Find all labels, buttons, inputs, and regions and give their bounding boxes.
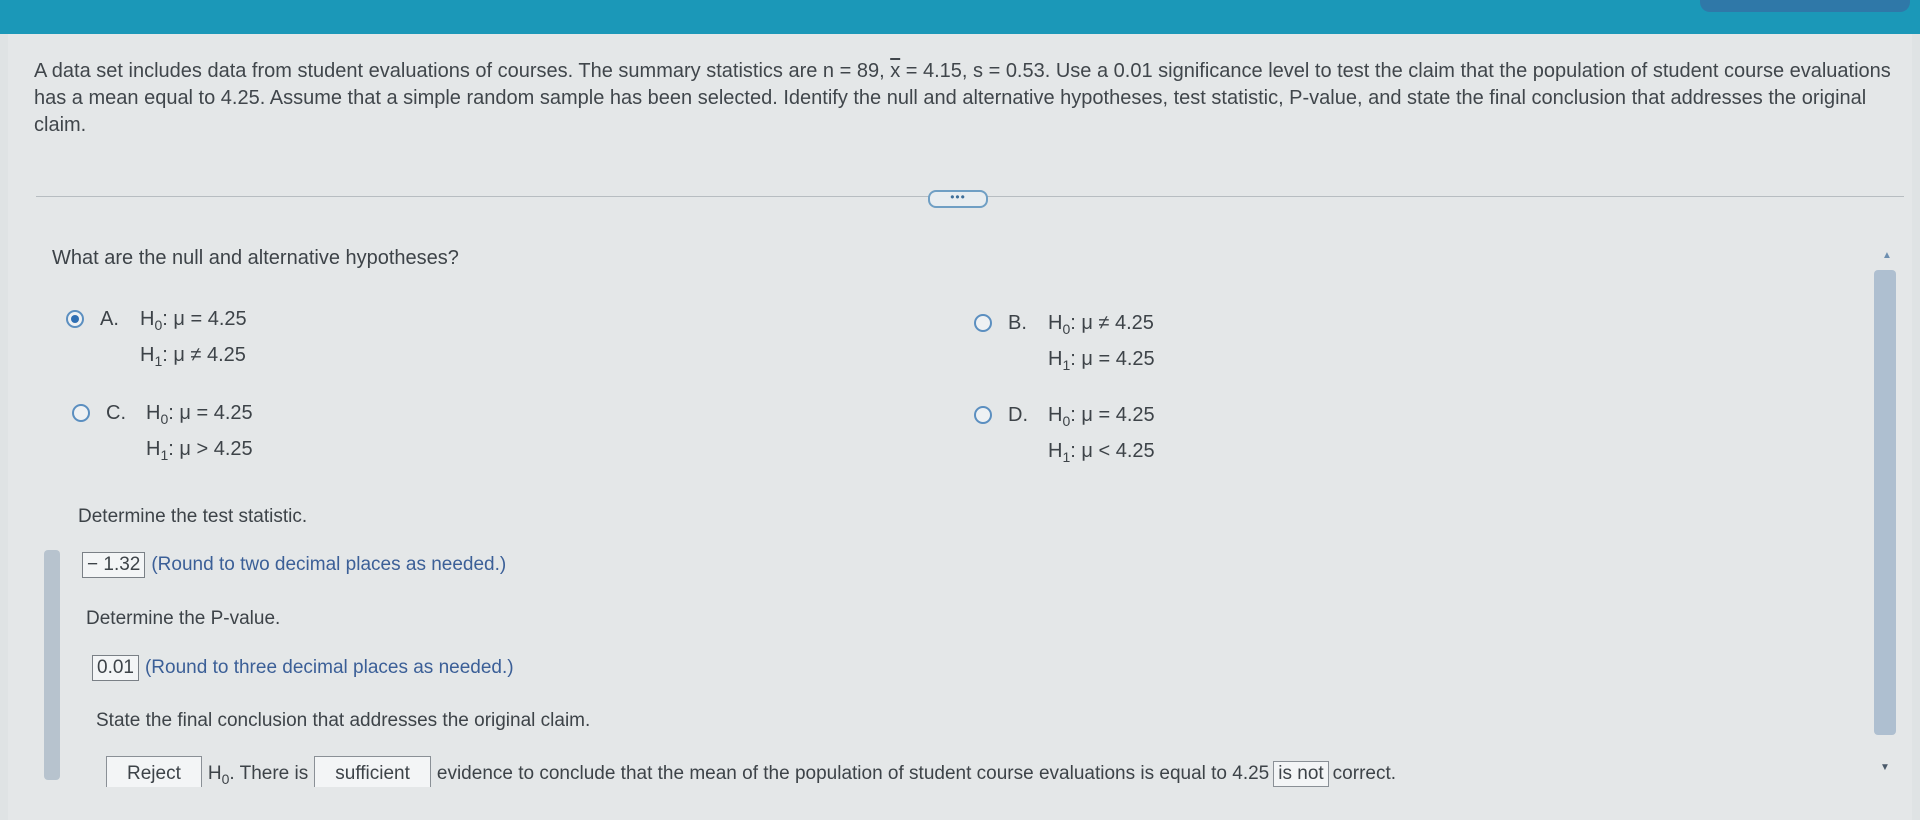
- radio-selected-icon[interactable]: [66, 310, 84, 328]
- left-accent-bar: [44, 550, 60, 780]
- end-text: correct.: [1332, 763, 1397, 784]
- option-h0: $H_0$: μ = 4.25: [1048, 404, 1155, 429]
- option-h1: $H_1$: μ = 4.25: [1048, 348, 1155, 373]
- conclusion-prompt: State the final conclusion that addresses the original claim.: [96, 710, 591, 731]
- option-letter: A.: [100, 308, 119, 330]
- sample-mean-symbol: $\overline{x}$: [890, 60, 901, 82]
- evidence-dropdown[interactable]: sufficient: [314, 756, 431, 787]
- radio-icon[interactable]: [974, 314, 992, 332]
- top-bar-button[interactable]: [1700, 0, 1910, 12]
- p-value-prompt: Determine the P-value.: [86, 608, 281, 629]
- p-value-input[interactable]: 0.01: [92, 655, 139, 681]
- question-panel: [8, 34, 1912, 820]
- question-text-part1: A data set includes data from student evaluations of courses. The summary statistics are n = 89,: [34, 60, 891, 82]
- p-value-hint: (Round to three decimal places as needed.): [144, 657, 514, 678]
- more-options-button[interactable]: •••: [928, 190, 988, 208]
- there-is-text: . There is: [229, 763, 309, 784]
- conclusion-row: [100, 756, 1396, 787]
- option-h0: $H_0$: μ = 4.25: [146, 402, 253, 427]
- scrollbar-thumb[interactable]: [1874, 270, 1896, 735]
- test-statistic-row: [82, 552, 506, 578]
- option-letter: D.: [1008, 404, 1028, 426]
- question-text-part2: = 4.15, s = 0.53. Use a 0.01 significance level to test the claim that the population of student course evaluations has a mean equal to 4.25. Assume that a simple random sample has been selected. Identify the null and alternative hypotheses, test statistic, P-value, and state the final conclusion that addresses the original claim.: [34, 60, 1891, 136]
- option-letter: C.: [106, 402, 126, 424]
- option-h1: $H_1$: μ > 4.25: [146, 438, 253, 463]
- top-bar: [0, 0, 1920, 34]
- decision-dropdown[interactable]: Reject: [106, 756, 202, 787]
- question-text: [34, 58, 1904, 139]
- evidence-text: evidence to conclude that the mean of the population of student course evaluations is equal to 4.25: [436, 763, 1270, 784]
- radio-icon[interactable]: [72, 404, 90, 422]
- option-h1: $H_1$: μ ≠ 4.25: [140, 344, 246, 369]
- radio-icon[interactable]: [974, 406, 992, 424]
- option-h0: $H_0$: μ = 4.25: [140, 308, 247, 333]
- option-h1: $H_1$: μ < 4.25: [1048, 440, 1155, 465]
- scroll-up-icon[interactable]: ▲: [1882, 250, 1892, 261]
- test-statistic-hint: (Round to two decimal places as needed.): [151, 554, 507, 575]
- test-statistic-input[interactable]: − 1.32: [82, 552, 145, 578]
- option-h0: $H_0$: μ ≠ 4.25: [1048, 312, 1154, 337]
- scroll-down-icon[interactable]: ▼: [1880, 762, 1890, 773]
- option-letter: B.: [1008, 312, 1027, 334]
- p-value-row: [92, 655, 514, 681]
- h0-label: $H_0$: [207, 763, 230, 787]
- test-statistic-prompt: Determine the test statistic.: [78, 506, 308, 527]
- claim-verdict-dropdown[interactable]: is not: [1273, 761, 1328, 787]
- hypotheses-prompt: What are the null and alternative hypotheses?: [52, 247, 459, 269]
